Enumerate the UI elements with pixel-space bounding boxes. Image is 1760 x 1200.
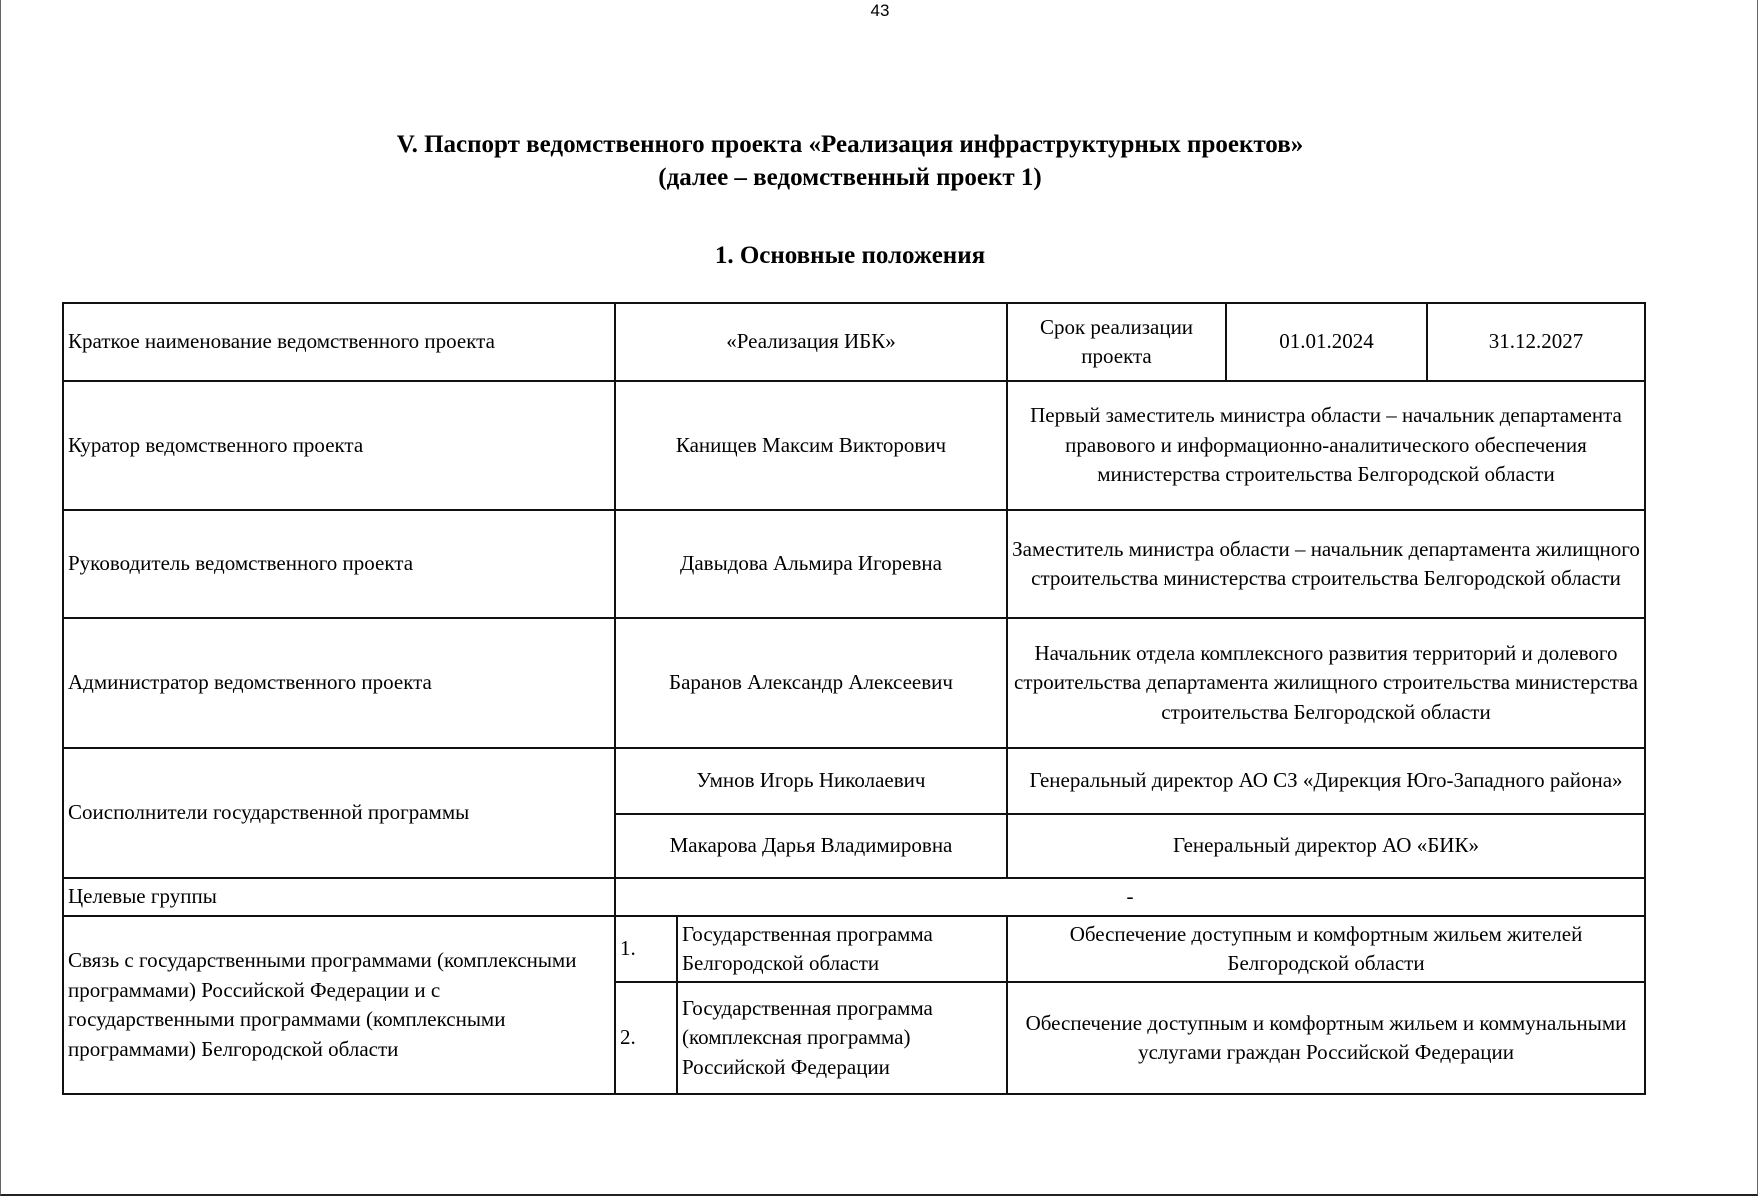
co-executor-position: Генеральный директор АО СЗ «Дирекция Юго-Западного района» [1007, 748, 1645, 814]
curator-label: Куратор ведомственного проекта [63, 381, 615, 510]
end-date: 31.12.2027 [1427, 303, 1645, 381]
short-name-value: «Реализация ИБК» [615, 303, 1007, 381]
administrator-label: Администратор ведомственного проекта [63, 618, 615, 748]
table-row-target-groups [63, 878, 1645, 916]
short-name-label: Краткое наименование ведомственного проекта [63, 303, 615, 381]
link-program-name: Обеспечение доступным и комфортным жильем жителей Белгородской области [1007, 916, 1645, 982]
co-executor-position: Генеральный директор АО «БИК» [1007, 814, 1645, 878]
target-groups-value: - [615, 878, 1645, 916]
document-title-line-1: V. Паспорт ведомственного проекта «Реализация инфраструктурных проектов» [396, 131, 1304, 158]
curator-position: Первый заместитель министра области – начальник департамента правового и информационно-аналитического обеспечения министерства строительства Белгородской области [1007, 381, 1645, 510]
curator-name: Канищев Максим Викторович [615, 381, 1007, 510]
table-row-link-1 [63, 916, 1645, 982]
links-label: Связь с государственными программами (комплексными программами) Российской Федерации и с государственными программами (комплексными программами) Белгородской области [63, 916, 615, 1094]
head-position: Заместитель министра области – начальник департамента жилищного строительства министерства строительства Белгородской области [1007, 510, 1645, 618]
section-title: 1. Основные положения [714, 242, 986, 269]
link-number: 1. [615, 916, 677, 982]
link-program-type: Государственная программа (комплексная программа) Российской Федерации [677, 982, 1007, 1094]
table-row-head [63, 510, 1645, 618]
period-label: Срок реализации проекта [1007, 303, 1226, 381]
target-groups-label: Целевые группы [63, 878, 615, 916]
document-title [0, 128, 1700, 194]
start-date: 01.01.2024 [1226, 303, 1427, 381]
project-passport-table [62, 302, 1646, 1095]
document-title-line-2: (далее – ведомственный проект 1) [658, 164, 1042, 191]
table-row-co-executor-1 [63, 748, 1645, 814]
head-label: Руководитель ведомственного проекта [63, 510, 615, 618]
table-row-curator [63, 381, 1645, 510]
co-executors-label: Соисполнители государственной программы [63, 748, 615, 878]
link-program-name: Обеспечение доступным и комфортным жильем и коммунальными услугами граждан Российской Федерации [1007, 982, 1645, 1094]
table-row-administrator [63, 618, 1645, 748]
co-executor-name: Макарова Дарья Владимировна [615, 814, 1007, 878]
administrator-name: Баранов Александр Алексеевич [615, 618, 1007, 748]
page-number: 43 [870, 1, 890, 20]
head-name: Давыдова Альмира Игоревна [615, 510, 1007, 618]
link-number: 2. [615, 982, 677, 1094]
co-executor-name: Умнов Игорь Николаевич [615, 748, 1007, 814]
administrator-position: Начальник отдела комплексного развития территорий и долевого строительства департамента жилищного строительства министерства строительства Белгородской области [1007, 618, 1645, 748]
table-row-short-name [63, 303, 1645, 381]
link-program-type: Государственная программа Белгородской области [677, 916, 1007, 982]
